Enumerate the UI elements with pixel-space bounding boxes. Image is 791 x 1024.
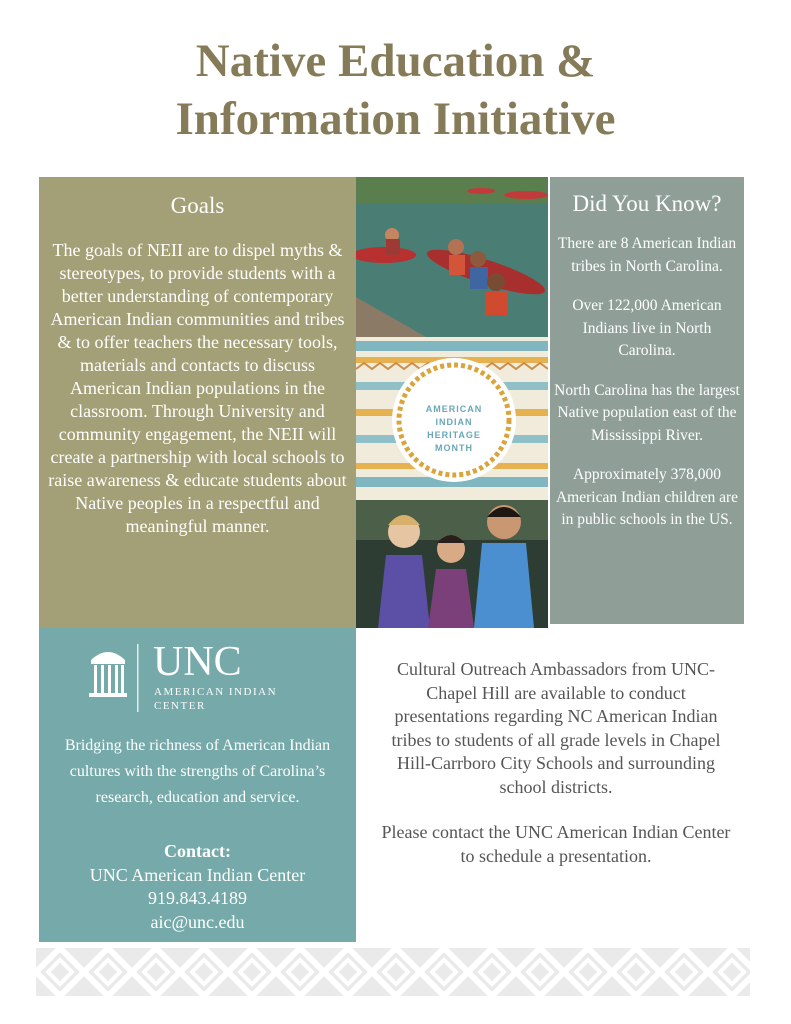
mission-statement: Bridging the richness of American Indian cultures with the strengths of Carolina’s research, education and service. [64,737,331,806]
title-line-2: Information Initiative [175,93,616,145]
heritage-month-graphic [356,337,548,500]
did-you-know-heading: Did You Know? [572,191,722,216]
photo-collage-art [356,177,548,628]
canoe-photo [356,177,548,337]
page-title [0,32,791,148]
logo-unc-text: UNC [153,639,242,685]
outreach-text [378,658,734,890]
badge-line-1: AMERICAN [425,404,483,414]
goals-panel [39,177,356,628]
fact-2: Over 122,000 American Indians live in North Carolina. [572,297,722,359]
logo-line-1: AMERICAN INDIAN [154,686,278,698]
unc-panel [39,628,356,942]
zigzag-pattern [36,948,750,996]
fact-4: Approximately 378,000 American Indian children are in public schools in the US. [555,466,739,528]
contact-email[interactable]: aic@unc.edu [150,911,245,932]
goals-heading: Goals [170,193,225,218]
children-photo [356,500,548,628]
unc-aic-logo [83,638,323,718]
outreach-paragraph-1: Cultural Outreach Ambassadors from UNC-Chapel Hill are available to conduct presentations regarding NC American Indian tribes to students of all grade levels in Chapel Hill-Carrboro City Schools and surrounding school districts. [391,659,721,797]
outreach-paragraph-2: Please contact the UNC American Indian Center to schedule a presentation. [381,822,731,866]
contact-name: UNC American Indian Center [89,864,306,885]
badge-line-4: MONTH [435,443,473,453]
goals-text: The goals of NEII are to dispel myths & stereotypes, to provide students with a better understanding of contemporary American Indian communities and tribes & to offer teachers the necessary tools, materials and contacts to discuss American Indian populations in the classroom. Through University and community engagement, the NEII will create a partnership with local schools to raise awareness & educate students about Native peoples in a respectful and meaningful manner. [48,240,347,536]
did-you-know-panel [550,177,744,624]
contact-block [39,840,356,934]
contact-heading: Contact: [164,841,231,861]
badge-line-3: HERITAGE [427,430,481,440]
title-line-1: Native Education & [195,35,596,87]
footer-pattern-band [36,948,750,996]
badge-line-2: INDIAN [435,417,473,427]
fact-3: North Carolina has the largest Native population east of the Mississippi River. [554,381,740,444]
contact-phone: 919.843.4189 [148,888,247,908]
logo-line-2: CENTER [154,700,206,712]
fact-1: There are 8 American Indian tribes in North Carolina. [557,235,737,275]
photo-collage [356,177,548,628]
